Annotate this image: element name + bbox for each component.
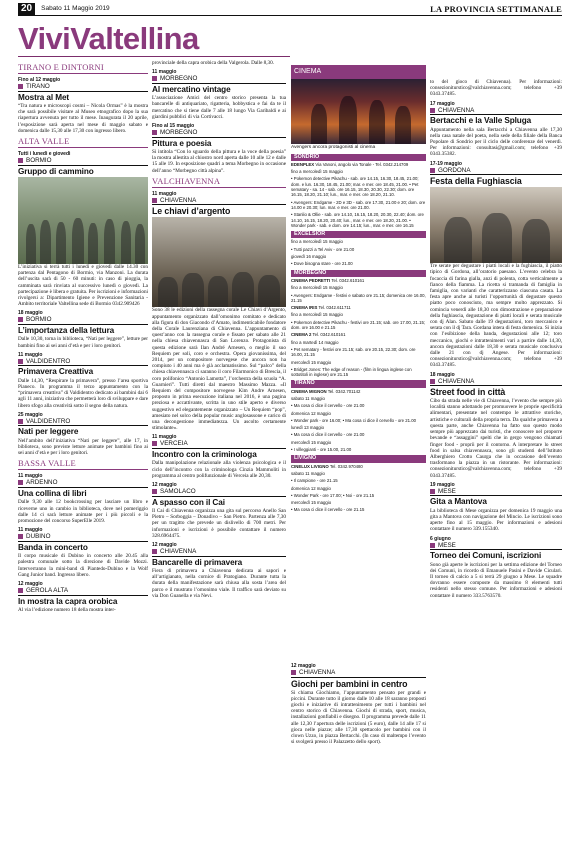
article-title: Festa della Fughiascia [430, 176, 522, 187]
cinema-venue-name: CINEMA IRIS [291, 305, 318, 311]
event-date: 18 maggio [18, 310, 43, 317]
film-listing: fino a martedì 14 maggio [291, 339, 339, 345]
event-date: 11 maggio [152, 69, 177, 76]
article-title: A spasso con il Cai [152, 497, 225, 507]
film-listing: sabato 11 maggio [291, 470, 325, 476]
event-date: 12 maggio [152, 542, 177, 549]
location-marker-icon [18, 317, 23, 322]
event-location: CHIAVENNA [152, 197, 286, 206]
photo-caption: Avengers ancora protagonisti al cinema [291, 145, 376, 150]
event-location: ARDENNO [18, 479, 148, 488]
article-body: L’associazione Amici del centro storico presenta la tua bancarelle di antiquariato, rigatteria, hobbystica e fai da te il mercatino che si tiene dalle 7 alle 18 lungo Via Garibaldi e ai giardini pubblici di via Cortivacci. [152, 95, 286, 120]
location-marker-icon [18, 158, 23, 163]
cinema-venue-address: Via Vanoni, angolo via Tonale - Tel. 0342.214709 [314, 161, 409, 167]
article-body: Sono 38 le edizioni della rassegna corale Le Chiavi d’Argento, appuntamento organizzato dall’omonimo comitato e dedicato alla figura di don Giacondo d’Amato, indimenticabile fondatore della Corale Laurenziana di Chiavenna. L’appuntamento di quest’anno con la rassegna corale e fissato per sabato alle 21 nella chiesa chiavennasca di San Lorenzo. Protagonista di questa edizione sarà Ilan André Arnesen, o meglio il suo Requiem per soli, coro e orchestra. Opera giovanissima, del 2014, per un compositore norvegese che ancora non ha compiuto i 40 anni ma è già acclamatissimo. Sul “palco” della chiesa chiavennasca ci saranno il coro Filarmonico di Brescia, il coro polifonico “Antonio Lamotta”, l’orchestra della scuola “A. Guarnieri”. Tutti diretti dal maestro Massimo Mazza. «Il Requiem del compositore norvegese Kim Andre Arnesen, proposto in prima esecuzione italiana nel 2016, è una pagina preziosa e accattivante, scritta in uno stile aperto e diverso suggestivo ed elegantemente organizzato – Un Requiem “pop”, amesiato nel solco della popular music anglosassone e carico di una decongestione immediatezza. Un ascolto certamente stimolante». [152, 307, 286, 432]
location-marker-icon [18, 588, 23, 593]
cinema-venue-address: Tel. 0342.611711 [317, 305, 351, 311]
article-body: “Tra natura e microscopi cosmi – Nicola Ormas” è la mostra che sarà possibile visitare al Museo etnografico dopo la sua riapertura avvenuta per tutto il mese. Inaugurata il 20 aprile, l’esposizione sarà aperta nel mese di maggio sabato e domenica dalle 15,30 alle 17,30 con ingresso libero. [18, 103, 148, 134]
film-listing: • Pet sematary - festivi ore 21.15; sab. ore 20.15, 22.30; dom. ore 16.00, 21.15 [291, 346, 416, 358]
avengers-movie-poster [291, 79, 426, 144]
event-location: GEROLA ALTA [18, 587, 148, 596]
film-listing: • Avengers: Endgame - festivi e sabato ore 21.15; domenica ore 16.00, 21.15 [291, 292, 426, 303]
article-title: L’importanza della lettura [18, 325, 115, 335]
film-listing: • Il campione - ore 21.15 [291, 478, 338, 484]
film-listing: • Tutti pazzi a Tel Aviv - ore 21.00 [291, 246, 355, 252]
article-body: Dalle 10,30, torna in biblioteca, “Nati per leggere”, letture per bambini fino ai sei anni d’età e per i loro genitori. [18, 336, 148, 349]
event-date: 11 maggio [18, 473, 43, 480]
article-body: Tre serate per degustare i piatti locali e la fughiascia, il piatto tipico di Gordona, all’oratorio paesano. L’evento celebra la focaccia di farina gialla, anzi di polenta, cotta verticalmente a fianco della fiamma. La ricetta si tramanda di famiglia in famiglia, con varianti che caratterizzano ciascuna casata. La festa apre anche ai turisti l’opportunità di degustare questo piatto poco conosciuto, ma sempre molto apprezzato. Si comincia venerdì alle 18,30 con dimostrazione e preparazione della fughiascia, degustazione di piatti locali e serata musicale con dj Alan. Sabato dalle 19 degustazioni, toro meccanico e serata con il dj Tara. Gordana intera di festa domenica. Si inizia con l’esibizione della banda, degustazioni alle 12; toro meccanico, giochi e intrattenimenti vari a partire dalle 14,30, ancora degustazioni dalle 18,30 e serata musicale conclusiva dalle 21 con dj Angese. Per informazioni: consezioniturstico@valchiavenna.com; telefono +39 0343.37485. [430, 263, 562, 369]
column-3-bottom [291, 660, 426, 845]
event-date: 17 maggio [430, 100, 455, 107]
article-body: L’iniziativa si terrà tutti i lunedì e giovedì dalle 14.30 con partenza dal Pentagono di Bormio, via Manzoni. La durata dell’uscita sarà di 50 - 60 minuti: in caso di pioggia, la camminata sarà rinviata al successivo lunedì o giovedì. La partecipazione è libera e gratuita. Per iscrizioni e informazioni rivolgersi a: Dipartimento Igiene e Prevenzione Sanitaria - Ambito territoriale Valtellina sede di Bormio 0342.909426 [18, 264, 148, 308]
cinema-town-label: TIRANO [291, 380, 426, 387]
event-location: MESE [430, 488, 562, 497]
event-location: BORMIO [18, 157, 148, 166]
event-date: 12 maggio [18, 581, 43, 588]
cinema-town-label: EXCELSIOR [291, 231, 426, 238]
film-listing: • Avengers: Endgame - 2D e 3D - sab. ore 17.30, 21.00 e 20; dom. ore 14.00 e 20.30; lun. mar. e mer. ore 21.00. [291, 199, 426, 210]
article-body: Il corpo musicale di Dubino in concerto alle 20.45 alla palestra comunale sotto la direzione di Davide Mozzi. Interverranno la mini-band di Piantedo-Dubino e la Wolf Gang Junior band. Ingresso libero. [18, 553, 148, 578]
food-preparation-photo [430, 187, 562, 263]
page-number: 20 [18, 3, 35, 15]
film-listing: • Bridget Jones: The edge of reason - (film in lingua inglese con sottotitoli in inglese) ore 21.15 [291, 366, 412, 378]
cinema-venue-address: Tel. 0342.610161 [330, 277, 365, 283]
event-date: 12 maggio [291, 663, 316, 669]
article-title: Gruppo di cammino [18, 166, 94, 176]
film-listing: fino a mercoledì 15 maggio [291, 169, 343, 175]
location-marker-icon [18, 419, 23, 424]
cinema-town-label: LIVIGNO [291, 455, 426, 462]
event-date: 17-19 maggio [430, 160, 462, 167]
article-title: Incontro con la criminologa [152, 449, 257, 459]
event-date: 19 maggio [430, 481, 455, 488]
cinema-venue-name: CINEMA PEDRETTI [291, 277, 331, 283]
event-date: 11 maggio [18, 351, 43, 358]
article-title: Una collina di libri [18, 488, 87, 498]
film-listing: • Pokemon detective Pikachu - festivi ore 21.15; sab. ore 17.00, 21.15; dom. ore 16.00 e 21.15 [291, 319, 426, 331]
cinema-listings [291, 79, 426, 657]
article-body: Il Cai di Chiavenna organizza una gita sul percorso Anello San Pietro – Sorboggia – Donadivo – San Pietro. Partenza alle 7,30 per un tragitto che prevede un dislivello di 700 metri. Per informazioni e iscrizioni è possibile contattare il numero 328.6964475. [152, 508, 286, 539]
issue-date: Sabato 11 Maggio 2019 [41, 5, 110, 12]
event-date: 6 giugno [430, 535, 451, 542]
event-location: VALDIDENTRO [18, 418, 148, 427]
film-listing: • Ma cosa ci dice il cervello - ore 21.00 [291, 403, 365, 409]
location-marker-icon [152, 198, 157, 203]
film-listing: • Wonder Park - ore 17.00; • Noi - ore 21.15 [291, 492, 375, 498]
event-location: CHIAVENNA [430, 378, 562, 387]
article-body: Cibo da strada nelle vie di Chiavenna, l’evento che sempre più località stanno adottando per promuovere le proprie specificità alimentari, presentate nel contempo le attrattive storiche, artistiche e culturali della propria terra. Da qualche primavera a questa parte, anche Chiavenna ha fatto suo questo modo sempre più apprezzato dai turisti, che conoscere nel proporre bevande e “assaggini” spelti che in gergo vengono chiamati finger food - proprii per il contorno. A interpretare lo street food in salsa chiavennasca, sono gli studenti dell’Istituto Alberghiero Crotto Caurga che in occasione dell’evento trasformano la piazza in un ristorante. Per informazioni: consezioniturstico@valchiavenna.com; telefono +39 0343.37485. [430, 398, 562, 479]
cinema-venue-name: CINEMA 2 [291, 332, 312, 338]
location-marker-icon [18, 480, 23, 485]
article-title: Giochi per bambini in centro [291, 678, 408, 689]
film-listing: • I villeggianti - ore 15.00, 21.00 [291, 447, 352, 453]
cinema-venue-address: Tel. 0342.970480 [328, 463, 363, 469]
paper-name: LA PROVINCIA SETTIMANALE [430, 3, 562, 14]
cinema-venue [291, 162, 426, 167]
location-marker-icon [430, 168, 435, 173]
event-date: Tutti i lunedì e giovedì [18, 151, 71, 158]
article-body: Si intitola “Con lo sguardo della pittura e la voce della poesia” la mostra allestita al chiostro nord aperta dalle 10 alle 12 e dalle 15 alle 19. In esposizione quadri a tema Morbegno in occasione dell’anno “Morbegno città alpina”. [152, 149, 286, 174]
location-marker-icon [152, 549, 157, 554]
film-listing: • Ma cosa ci dice il cervello - ore 21.15 [291, 507, 365, 513]
event-location: VERCEIA [152, 440, 286, 449]
event-date: 11 maggio [18, 527, 43, 534]
article-title: Street food in città [430, 387, 506, 398]
column-2 [152, 60, 286, 845]
film-listing: fino a mercoledì 15 maggio [291, 312, 343, 318]
event-date: 25 maggio [18, 411, 43, 418]
article-title: Primavera Creattiva [18, 367, 94, 377]
article-body: Dalla manipolazione relazionale alla violenza psicologica e il ciclo dell’incontro con la criminologa Cinzia Mammoliti in programma al centro polifunzionale di Verceia alle 20,30. [152, 460, 286, 479]
cinema-venue [291, 332, 426, 337]
section-bassa-valle: BASSA VALLE [18, 458, 148, 470]
film-listing: lunedì 13 maggio [291, 425, 324, 431]
masthead-part1: Vivi [18, 21, 71, 56]
article-title: Al mercatino vintage [152, 84, 231, 94]
film-listing: domenica 12 maggio [291, 485, 331, 491]
event-location: GORDONA [430, 167, 562, 176]
location-marker-icon [430, 379, 435, 384]
event-location: MORBEGNO [152, 75, 286, 84]
article-title: Gita a Mantova [430, 497, 487, 507]
event-location: CHIAVENNA [152, 548, 286, 557]
article-body: La biblioteca di Mese organizza per domenica 19 maggio una gita a Mantova con navigazione del Mincio. Le iscrizioni sono aperte fino al 15 maggio. Per informazioni e adesioni contattare il numero 339.155340. [430, 507, 562, 533]
article-title: Bancarelle di primavera [152, 557, 243, 567]
section-tirano: TIRANO E DINTORNI [18, 62, 148, 74]
cinema-venue-address: Tel. 0342.610161 [311, 332, 346, 338]
film-listing: • Wonder park - ore 16.00; • Ma cosa ci dice il cervello - ore 21.00 [291, 417, 416, 423]
cinema-program [291, 154, 426, 513]
event-date: 18 maggio [430, 371, 455, 378]
cinema-town-label: SONDRIO [291, 154, 426, 161]
event-location: DUBINO [18, 533, 148, 542]
cinema-venue [291, 305, 426, 310]
film-listing: • Dove bisogna stare - ore 21.00 [291, 261, 353, 267]
film-listing: • Stanlio & Ollie - sab. ore 14.10, 16.15, 18.20, 20.30, 22.40; dom. ore 14.10, 16.15, 18.20, 20.40; lun., mar. e mer. ore 18.20, 21.00. • Wonder park - sab. e dom. ore 14.15; lun., mar. e mer. ore 16.15 [291, 212, 424, 228]
article-title: Banda in concerto [18, 542, 88, 552]
location-marker-icon [152, 441, 157, 446]
event-date: 12 maggio [152, 482, 177, 488]
location-marker-icon [152, 76, 157, 81]
location-marker-icon [18, 534, 23, 539]
event-location: MESE [430, 542, 562, 551]
event-location: CHIAVENNA [430, 107, 562, 116]
event-location: TIRANO [18, 83, 148, 92]
location-marker-icon [18, 84, 23, 89]
article-body: Al via l’edizione numero 18 della mostra inter- [18, 607, 116, 614]
event-date: 11 maggio [152, 190, 177, 197]
film-listing: mercoledì 15 maggio [291, 500, 332, 506]
film-listing: sabato 11 maggio [291, 395, 325, 401]
location-marker-icon [430, 543, 435, 548]
event-date: Fino al 15 maggio [152, 123, 195, 130]
walking-group-photo [18, 177, 148, 264]
cinema-town-label: MORBEGNO [291, 270, 426, 277]
film-listing: fino a mercoledì 15 maggio [291, 285, 343, 291]
article-body: Dalle 14,30, “Respirare la primavera”, presso l’area sportiva Pianeco. In programma il terzo appuntamento con la “primavera creattiva” di Valdidentro dedicato ai bambini dai 6 agli 11 anni, iniziativa che permetterà loro di sviluppare e dare libero sfogo alla creatività sotto il segno della natura. [18, 377, 148, 409]
article-title: Mostra al Met [18, 92, 70, 102]
article-continuation: to del gioco di Chiavenna). Per informazioni: consezioniturstico@valchiavenna.com; telefono +39 0343.37485. [430, 79, 562, 98]
event-location: SAMOLACO [152, 488, 286, 497]
location-marker-icon [430, 108, 435, 113]
section-masthead [18, 19, 290, 57]
article-title: Bertacchi e la Valle Spluga [430, 116, 532, 126]
event-date: 11 maggio [152, 434, 177, 441]
event-location: VALDIDENTRO [18, 358, 148, 367]
article-body: Sono già aperte le iscrizioni per la settima edizione del Torneo dei Comuni, in ricordo di Emanuele Pasini e Davide Ciculari. Il torneo di calcio a 5 si terrà 29 giugno a Mese. Le squadre dovranno essere composte da massimo 8 elementi tutti residenti nello stesso comune. Per informazioni e adesioni contattare il numero 333.5763570. [430, 561, 562, 599]
article-body: Appuntamento nella sala Bertacchi a Chiavenna alle 17,30 nella casa natale del poeta, nella sede della filiale della Banca Popolare di Sondrio per il ciclo delle conferenze del venerdì. Per informazioni: consultasi@gmail.com; telefono +39 0343.35382. [430, 126, 562, 158]
article-body: Nell’ambito dell’iniziativa “Nati per leggere”, alle 17, in biblioteca, sono previste letture animate per bambini fino ai sei anni d’età e per i loro genitori. [18, 437, 148, 457]
article-body: Si chiama Giochiamo, l’appuntamento pensato per grandi e piccini. Durante tutto il giorno dalle 10 alle 18 saranno proposti giochi e iniziative di intrattenimento per tutti i bambini nel centro storico di Chiavenna. Giochi di strada, sport, musica, installazioni gonfiabili e disegno. Il programma prevede dalle 11 alle 12,30 l’apertura delle iscrizioni (5 euro), dalle 14 alle 17 si gioca nelle piazze; alle 17,30 spettacolo per bambini con il clown Uzzo, in piazza Bertacchi. (In caso di maltempo l’evento si svolgerà presso il Palazzetto dello sport). [291, 689, 426, 746]
cinema-venue-address: Tel. 0342.701142 [326, 388, 361, 394]
page-header [18, 2, 562, 16]
event-date: Fino al 12 maggio [18, 77, 61, 83]
article-title: In mostra la capra orobica [18, 596, 118, 606]
choir-concert-photo [152, 217, 286, 307]
article-title: Le chiavi d’argento [152, 206, 231, 217]
cinema-venue [291, 278, 426, 283]
location-marker-icon [152, 130, 157, 135]
section-alta-valle: ALTA VALLE [18, 136, 148, 148]
article-title: Nati per leggere [18, 427, 79, 437]
cinema-venue [291, 389, 426, 394]
event-location: CHIAVENNA [291, 669, 426, 678]
film-listing: mercoledì 15 maggio [291, 439, 332, 445]
film-listing: fino a mercoledì 15 maggio [291, 239, 343, 245]
cinema-venue [291, 464, 426, 469]
masthead-part2: Valtellina [70, 21, 199, 56]
article-body: Fiera di primavera a Chiavenna dedicata ai sapori e all’artigianato, nella cornice di Pratogiano. Durante tutta la durata della manifestazione sarà chiusa alla sosta l’area del parco e il mustrato l’omonimo viale. Il traffico sarà deviato su via Don Guanella e via Nevi. [152, 568, 286, 599]
cinema-section-header: CINEMA [291, 65, 426, 79]
location-marker-icon [152, 489, 157, 494]
cinema-venue-name: EDENPLEX [291, 161, 315, 167]
article-continuation: provinciale della capra orobica della Valgerola. Dalle 8,30. [152, 60, 275, 66]
location-marker-icon [18, 359, 23, 364]
event-location: BORMIO [18, 316, 148, 325]
column-1 [18, 60, 148, 845]
location-marker-icon [430, 489, 435, 494]
cinema-venue-name: CINEMA MIGNON [291, 388, 327, 394]
film-listing: giovedì 16 maggio [291, 254, 327, 260]
event-location: MORBEGNO [152, 129, 286, 138]
location-marker-icon [291, 670, 296, 675]
article-body: Dalle 9,30 alle 12 bookcrossing per lasciare un libro e riceverne uno in cambio in biblioteca, dove nel pomeriggio dalle 14 ci sarà letture animate per i più piccoli e la promozione del concorso SuperElle 2019. [18, 499, 148, 525]
cinema-venue-name: CINELUX LIVIGNO [291, 463, 329, 469]
film-listing: • Ma cosa ci dice il cervello - ore 21.00 [291, 432, 365, 438]
column-4 [430, 79, 562, 845]
film-listing: mercoledì 15 maggio [291, 359, 332, 365]
film-listing: • Pokemon detective Pikachu - sab. ore 14.15, 16.30, 18.45, 21.00; dom. e lun. 16.30, 18.45, 21.00; mar. e mer. ore 18.45, 21.00. • Pet sematary - sa. 14 - sab. ore 16.15, 18.30, 20.30, 22.30; dom. ore 16.15, 18.20, 21.10; lun., mar. e mer. ore 18.20, 21.10. [291, 176, 419, 198]
film-listing: domenica 12 maggio [291, 410, 331, 416]
article-title: Torneo dei Comuni, iscrizioni [430, 551, 542, 561]
section-valchiavenna: VALCHIAVENNA [152, 176, 286, 188]
article-title: Pittura e poesia [152, 138, 212, 148]
